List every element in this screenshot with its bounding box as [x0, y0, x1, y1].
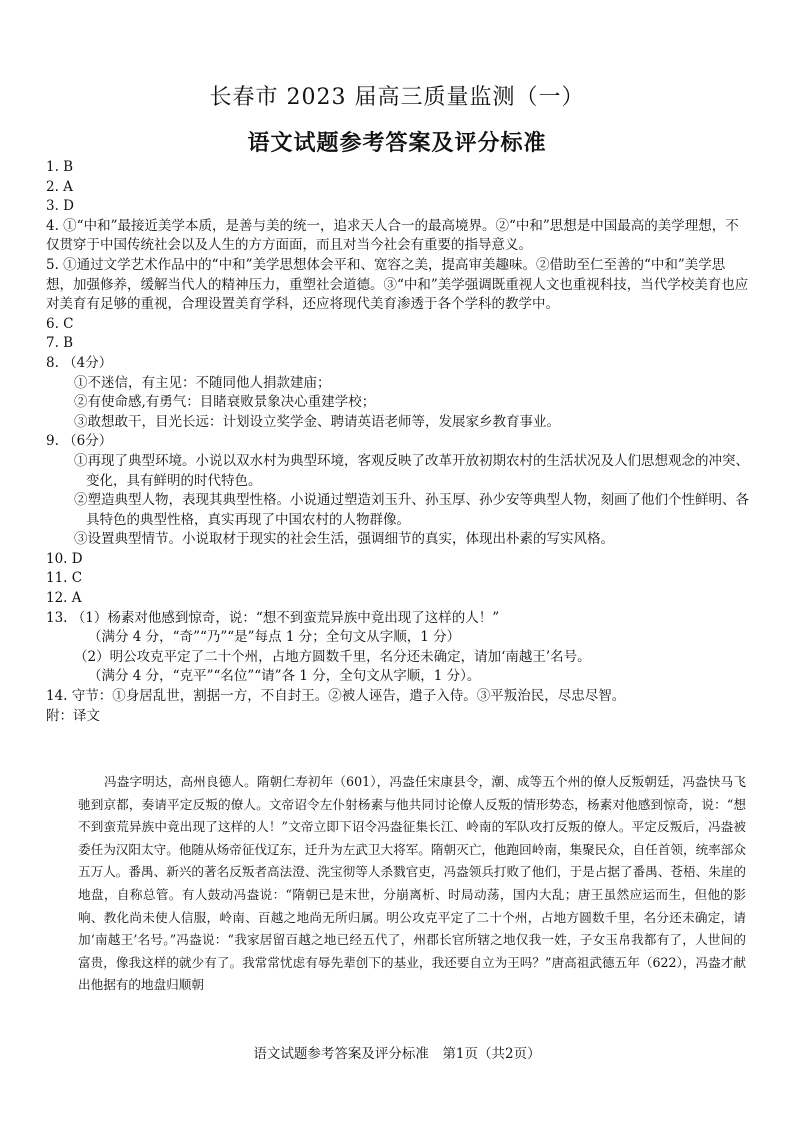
answer-9-point-1: ①再现了典型环境。小说以双水村为典型环境，客观反映了改革开放初期农村的生活状况及人们思想观念的冲突、变化，具有鲜明的时代特色。	[74, 452, 749, 489]
translation-paragraph: 冯盎字明达，高州良德人。隋朝仁寿初年（601），冯盎任宋康县令，潮、成等五个州的僚人反叛朝廷，冯盎快马飞驰到京都，奏请平定反叛的僚人。文帝诏令左仆射杨素与他共同讨论僚人反叛的情形势态，杨素对他感到惊奇，说：“想不到蛮荒异族中竟出现了这样的人！”文帝立即下诏令冯盎征集长江、岭南的军队攻打反叛的僚人。平定反叛后，冯盎被委任为汉阳太守。他随从炀帝征伐辽东，迁升为左武卫大将军。隋朝灭亡，他跑回岭南，集聚民众，自任首领，统率部众五万人。番禺、新兴的著名反叛者高法澄、洗宝彻等人杀戮官吏，冯盎领兵打败了他们，于是占据了番禺、苍梧、朱崖的地盘，自称总管。有人鼓动冯盎说：“隋朝已是末世，分崩离析、时局动荡，国内大乱；唐王虽然应运而生，但他的影响、教化尚未使人信服，岭南、百越之地尚无所归属。明公攻克平定了二十个州，占地方圆数千里，名分还未确定，请加‘南越王’名号。”冯盎说：“我家居留百越之地已经五代了，州郡长官所辖之地仅我一姓，子女玉帛我都有了，人世间的富贵，像我这样的就少有了。我常常忧虑有辱先辈创下的基业，我还要自立为王吗？”唐高祖武德五年（622），冯盎才献出他据有的地盘归顺朝	[78, 774, 746, 993]
answer-7: 7. B	[46, 335, 74, 352]
answer-13-part-2: （2）明公攻克平定了二十个州，占地方圆数千里，名分还未确定，请加‘南越王’名号。	[74, 648, 591, 665]
answer-8-point-2: ②有使命感,有勇气：目睹衰败景象决心重建学校；	[74, 394, 376, 411]
answer-5: 5. ①通过文学艺术作品中的“中和”美学思想体会平和、宽容之美，提高审美趣味。②借助至仁至善的“中和”美学思想，加强修养，缓解当代人的精神压力，重塑社会道德。③“中和”美学强调既重视人文也重视科技，当代学校美育也应对美育有足够的重视，合理设置美育学科，还应将现代美育渗透于各个学科的教学中。	[46, 256, 749, 313]
answer-4: 4. ①“中和”最接近美学本质，是善与美的统一，追求天人合一的最高境界。②“中和”思想是中国最高的美学理想，不仅贯穿于中国传统社会以及人生的方方面面，而且对当今社会有重要的指导意义。	[46, 217, 739, 254]
answer-6: 6. C	[46, 315, 74, 332]
answer-13-part-1: 13. （1）杨素对他感到惊奇，说：“想不到蛮荒异族中竟出现了这样的人！”	[46, 609, 500, 626]
answer-8-point-3: ③敢想敢干，目光长远：计划设立奖学金、聘请英语老师等，发展家乡教育事业。	[74, 413, 560, 430]
document-subtitle: 语文试题参考答案及评分标准	[247, 131, 547, 156]
answer-9-point-3: ③设置典型情节。小说取材于现实的社会生活，强调细节的真实，体现出朴素的写实风格。	[74, 531, 614, 548]
answer-13-part-1-scoring: （满分 4 分，“奇”“乃”“是”每点 1 分；全句文从字顺，1 分）	[88, 629, 461, 646]
translation-text	[78, 771, 746, 997]
document-title: 长春市 2023 届高三质量监测（一）	[209, 85, 585, 110]
answer-9-point-2: ②塑造典型人物，表现其典型性格。小说通过塑造刘玉升、孙玉厚、孙少安等典型人物，刻画了他们个性鲜明、各具特色的典型性格，真实再现了中国农村的人物群像。	[74, 492, 749, 528]
answer-9: 9. （6分）	[46, 433, 113, 450]
answer-2: 2. A	[46, 178, 73, 195]
appendix-heading: 附：译文	[46, 707, 100, 724]
answer-3: 3. D	[46, 198, 74, 215]
answer-13-part-2-scoring: （满分 4 分，“克平”“名位”“请”各 1 分，全句文从字顺，1 分）。	[88, 668, 481, 685]
answer-8-point-1: ①不迷信，有主见：不随同他人捐款建庙；	[74, 374, 331, 391]
answer-11: 11. C	[46, 570, 83, 587]
page-footer: 语文试题参考答案及评分标准 第1页（共2页）	[253, 1046, 541, 1062]
answer-10: 10. D	[46, 550, 83, 567]
answer-list	[46, 158, 752, 726]
answer-1: 1. B	[46, 159, 74, 175]
answer-8: 8. （4分）	[46, 354, 113, 371]
answer-12: 12. A	[46, 590, 82, 607]
answer-14: 14. 守节：①身居乱世，割据一方，不自封王。②被人诬告，遣子入侍。③平叛治民，尽忠尽智。	[46, 688, 626, 705]
